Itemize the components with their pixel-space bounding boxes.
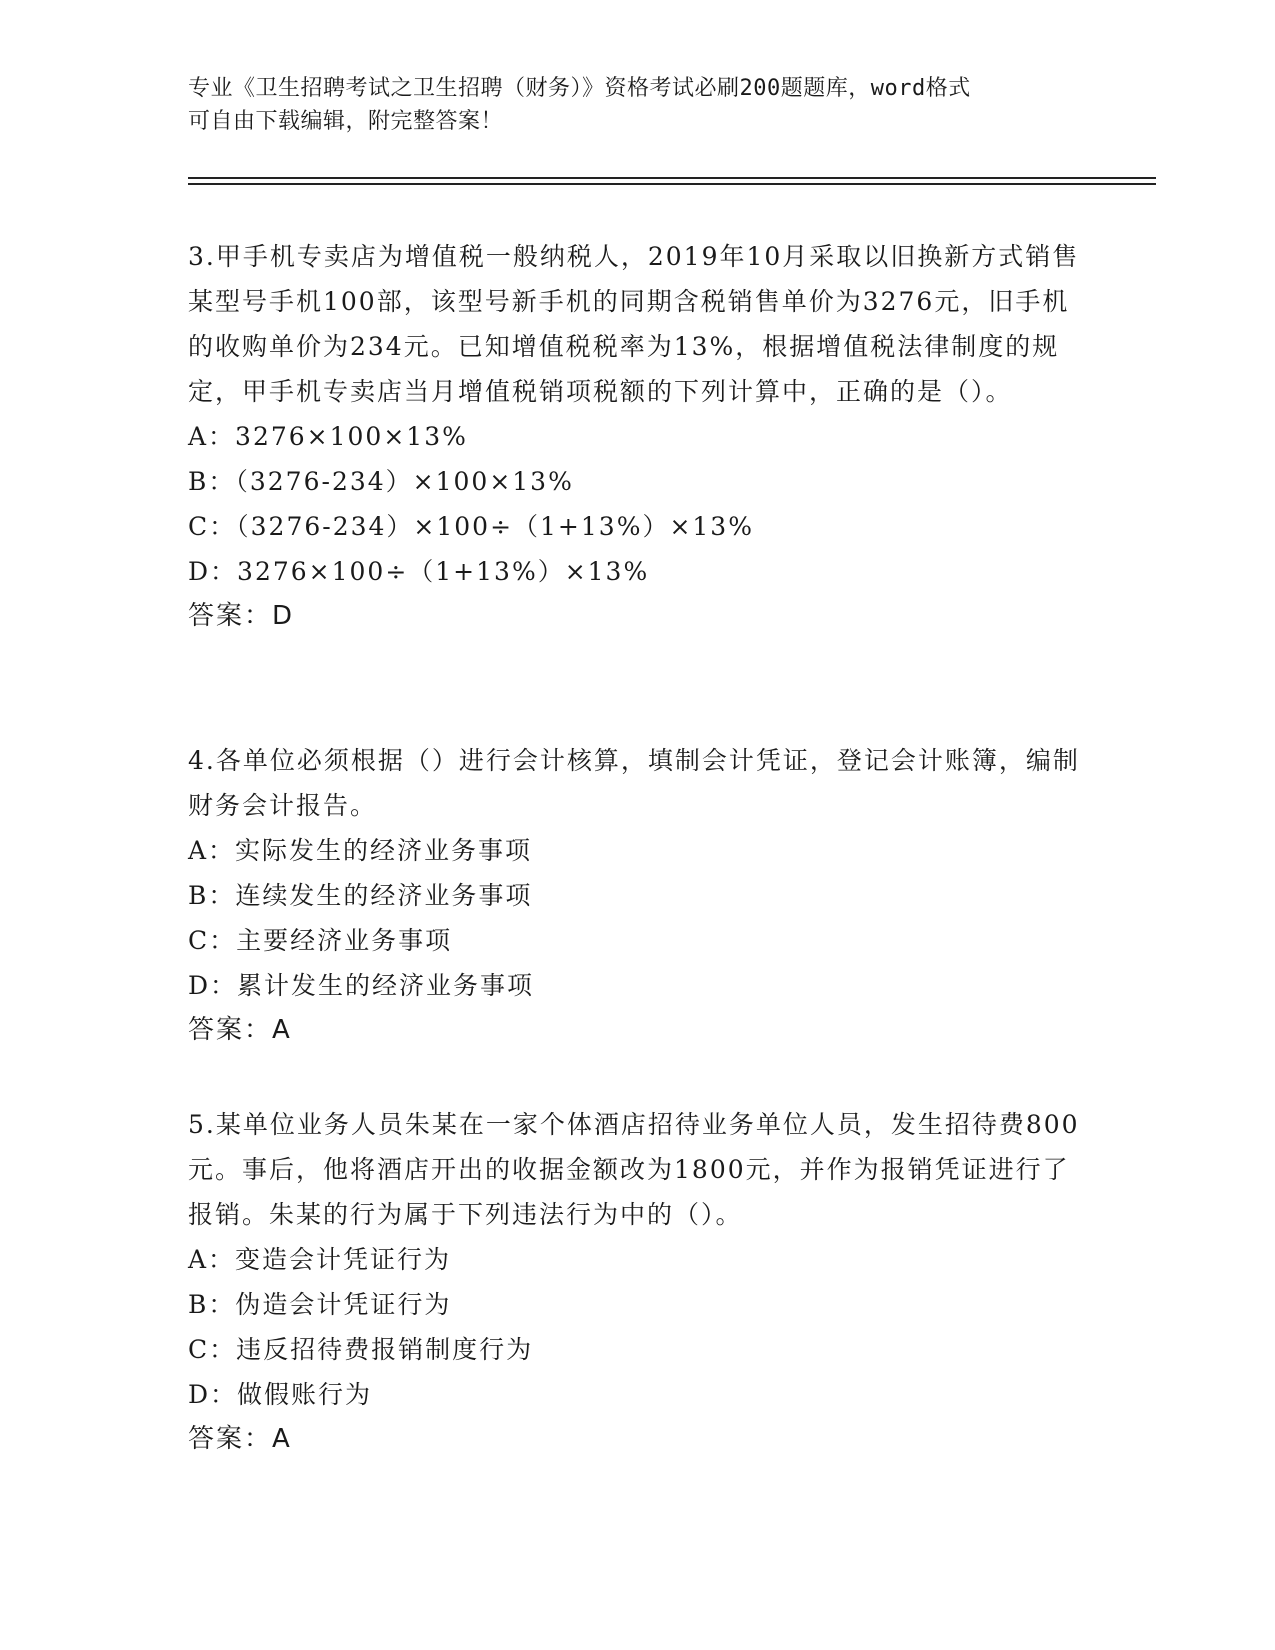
option-d: D：3276×100÷（1+13%）×13%: [188, 557, 650, 586]
answer-line: 答案：A: [188, 1015, 292, 1045]
question-text: 5.某单位业务人员朱某在一家个体酒店招待业务单位人员，发生招待费800元。事后，他将酒店开出的收据金额改为1800元，并作为报销凭证进行了报销。朱某的行为属于下列违法行为中的（）。: [188, 1110, 1080, 1229]
option-a: A：3276×100×13%: [188, 422, 468, 451]
question-text: 3.甲手机专卖店为增值税一般纳税人，2019年10月采取以旧换新方式销售某型号手机100部，该型号新手机的同期含税销售单价为3276元，旧手机的收购单价为234元。已知增值税税率为13%，根据增值税法律制度的规定，甲手机专卖店当月增值税销项税额的下列计算中，正确的是（）。: [188, 242, 1080, 406]
answer-line: 答案：D: [188, 601, 295, 631]
option-b: B：（3276-234）×100×13%: [188, 467, 574, 496]
option-d: D：累计发生的经济业务事项: [188, 971, 535, 1000]
question-text: 4.各单位必须根据（）进行会计核算，填制会计凭证，登记会计账簿，编制财务会计报告。: [188, 746, 1080, 820]
header-divider-top: [188, 177, 1156, 179]
option-b: B：连续发生的经济业务事项: [188, 881, 533, 910]
header-title-line: 专业《卫生招聘考试之卫生招聘（财务）》资格考试必刷200题题库，word格式: [188, 76, 971, 101]
option-a: A：实际发生的经济业务事项: [188, 836, 533, 865]
document-header: [188, 72, 1088, 138]
option-b: B：伪造会计凭证行为: [188, 1290, 452, 1319]
header-divider-bottom: [188, 183, 1156, 185]
answer-line: 答案：A: [188, 1424, 292, 1454]
option-d: D：做假账行为: [188, 1380, 373, 1409]
question-5: [188, 1102, 1088, 1462]
option-c: C：违反招待费报销制度行为: [188, 1335, 534, 1364]
option-a: A：变造会计凭证行为: [188, 1245, 452, 1274]
header-subtitle-line: 可自由下载编辑，附完整答案！: [188, 109, 504, 134]
option-c: C：（3276-234）×100÷（1+13%）×13%: [188, 512, 754, 541]
question-4: [188, 738, 1088, 1053]
option-c: C：主要经济业务事项: [188, 926, 453, 955]
question-3: [188, 234, 1088, 639]
